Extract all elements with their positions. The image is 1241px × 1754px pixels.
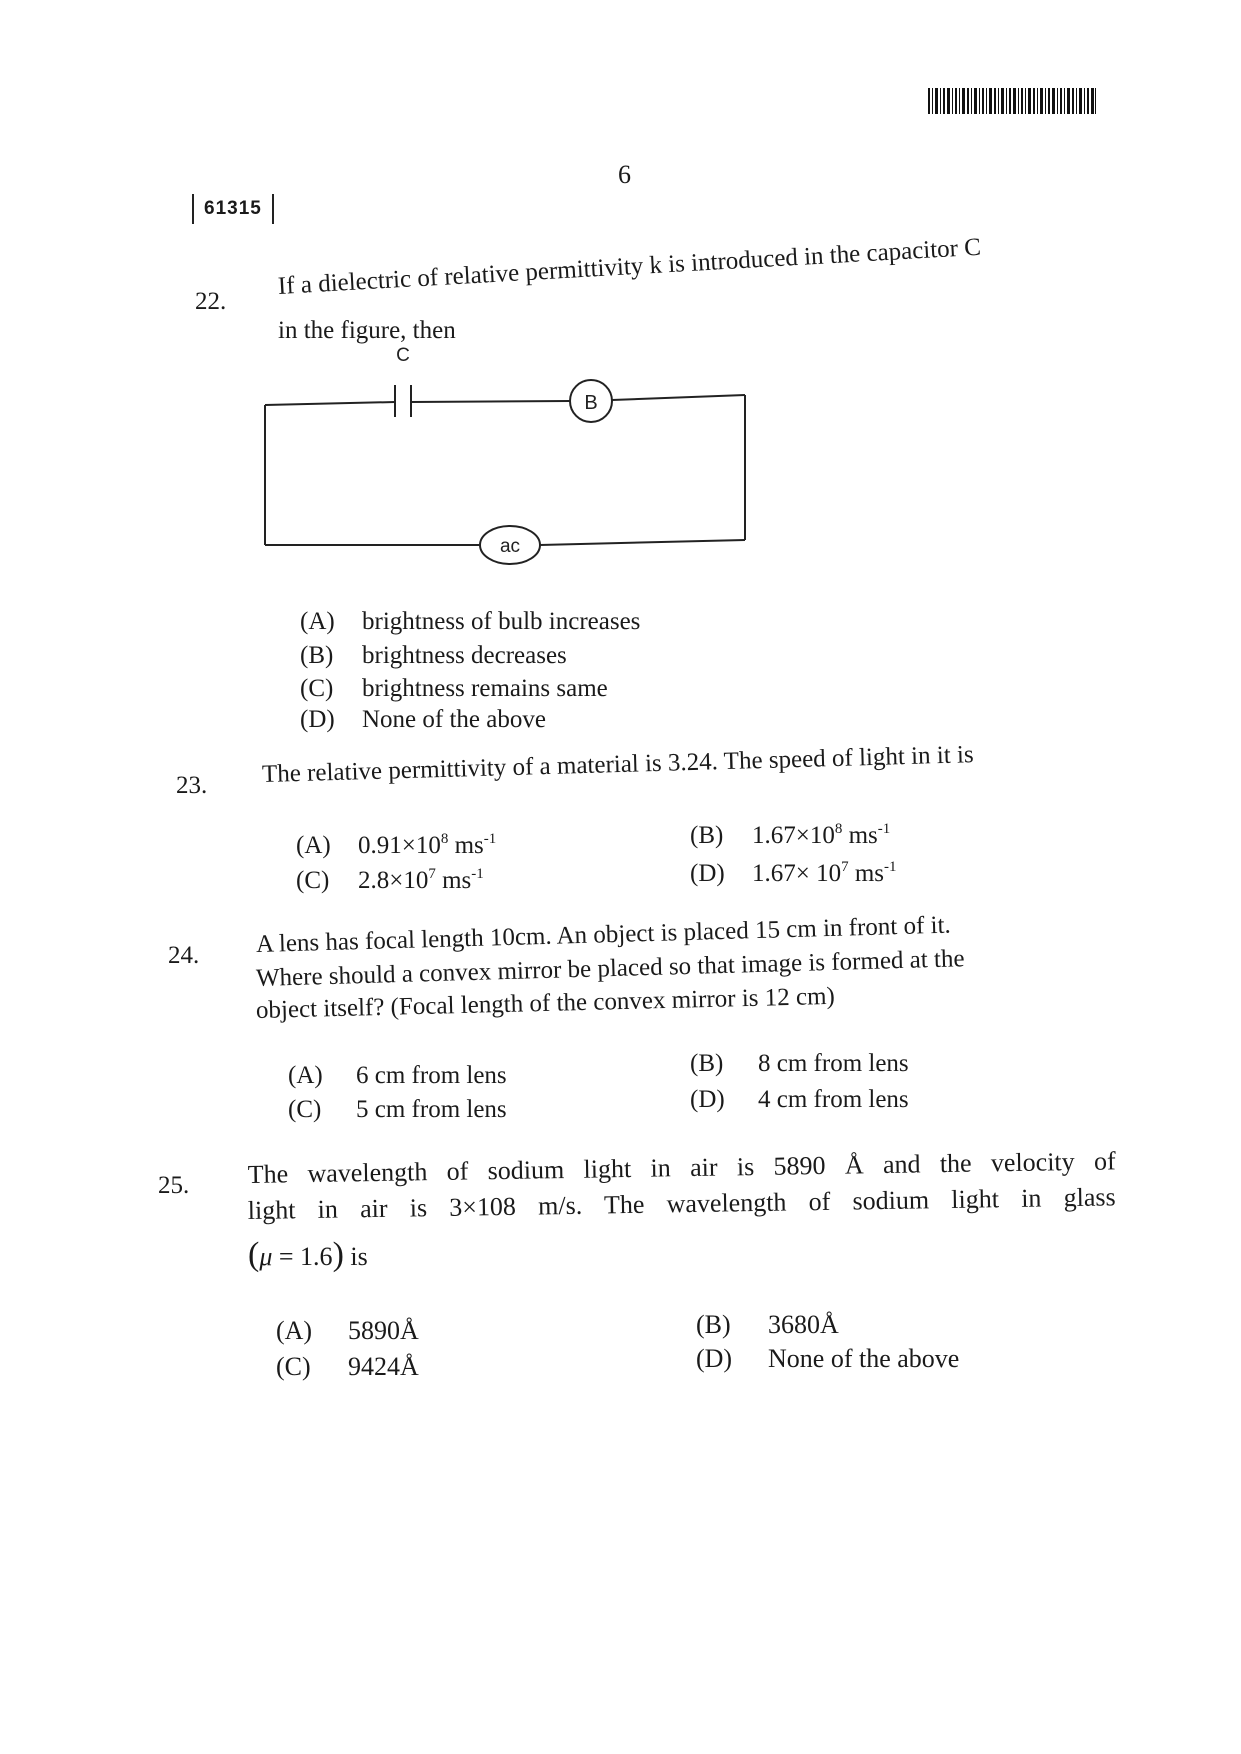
ac-source-icon xyxy=(480,526,540,564)
question-number: 25. xyxy=(158,1172,190,1199)
paper-code: 61315 xyxy=(192,194,274,224)
option-b: (B) 8 cm from lens xyxy=(690,1050,909,1077)
question-text: object itself? (Focal length of the convex mirror is 12 cm) xyxy=(255,982,836,1024)
question-number: 23. xyxy=(176,772,208,799)
option-b: (B) 3680Å xyxy=(696,1310,839,1339)
option-c: (C) $2.8\times 10^7$ $ms^{-1}$ xyxy=(296,866,484,894)
option-b: (B) brightness decreases xyxy=(300,642,567,669)
ac-source-label: ac xyxy=(499,536,521,557)
bulb-icon xyxy=(570,380,612,422)
barcode xyxy=(928,88,1096,114)
option-a: (A) 6 cm from lens xyxy=(288,1062,507,1089)
option-a: (A) 5890Å xyxy=(276,1316,419,1345)
question-number: 24. xyxy=(168,942,200,969)
question-text: If a dielectric of relative permittivity k is introduced in the capacitor C xyxy=(277,233,982,300)
question-text: The wavelength of sodium light in air is 5890 Å and the velocity of xyxy=(247,1146,1116,1190)
option-a: (A) brightness of bulb increases xyxy=(300,608,641,635)
page-number: 6 xyxy=(618,160,631,189)
question-text: (μ = 1.6) is xyxy=(248,1236,368,1273)
question-text: Where should a convex mirror be placed so that image is formed at the xyxy=(255,945,965,992)
question-text: light in air is 3×108 m/s. The wavelength of sodium light in glass xyxy=(247,1182,1116,1226)
bulb-label: B xyxy=(584,392,598,414)
question-text: A lens has focal length 10cm. An object is placed 15 cm in front of it. xyxy=(255,911,952,958)
option-d: (D) None of the above xyxy=(300,706,546,733)
capacitor-label: C xyxy=(396,345,410,366)
question-number: 22. xyxy=(195,288,227,315)
option-c: (C) 5 cm from lens xyxy=(288,1096,507,1123)
option-b: (B) $1.67\times 10^8$ $ms^{-1}$ xyxy=(690,821,891,849)
option-a: (A) $0.91\times 10^8$ $ms^{-1}$ xyxy=(296,831,497,859)
option-d: (D) None of the above xyxy=(696,1344,960,1373)
question-text: The relative permittivity of a material is 3.24. The speed of light in it is xyxy=(261,741,974,788)
option-d: (D) $1.67\times 10^7$ $ms^{-1}$ xyxy=(690,859,897,887)
circuit-diagram xyxy=(255,345,755,575)
option-d: (D) 4 cm from lens xyxy=(690,1086,909,1113)
question-text: in the figure, then xyxy=(278,317,456,344)
option-c: (C) brightness remains same xyxy=(300,675,608,702)
option-c: (C) 9424Å xyxy=(276,1352,419,1381)
